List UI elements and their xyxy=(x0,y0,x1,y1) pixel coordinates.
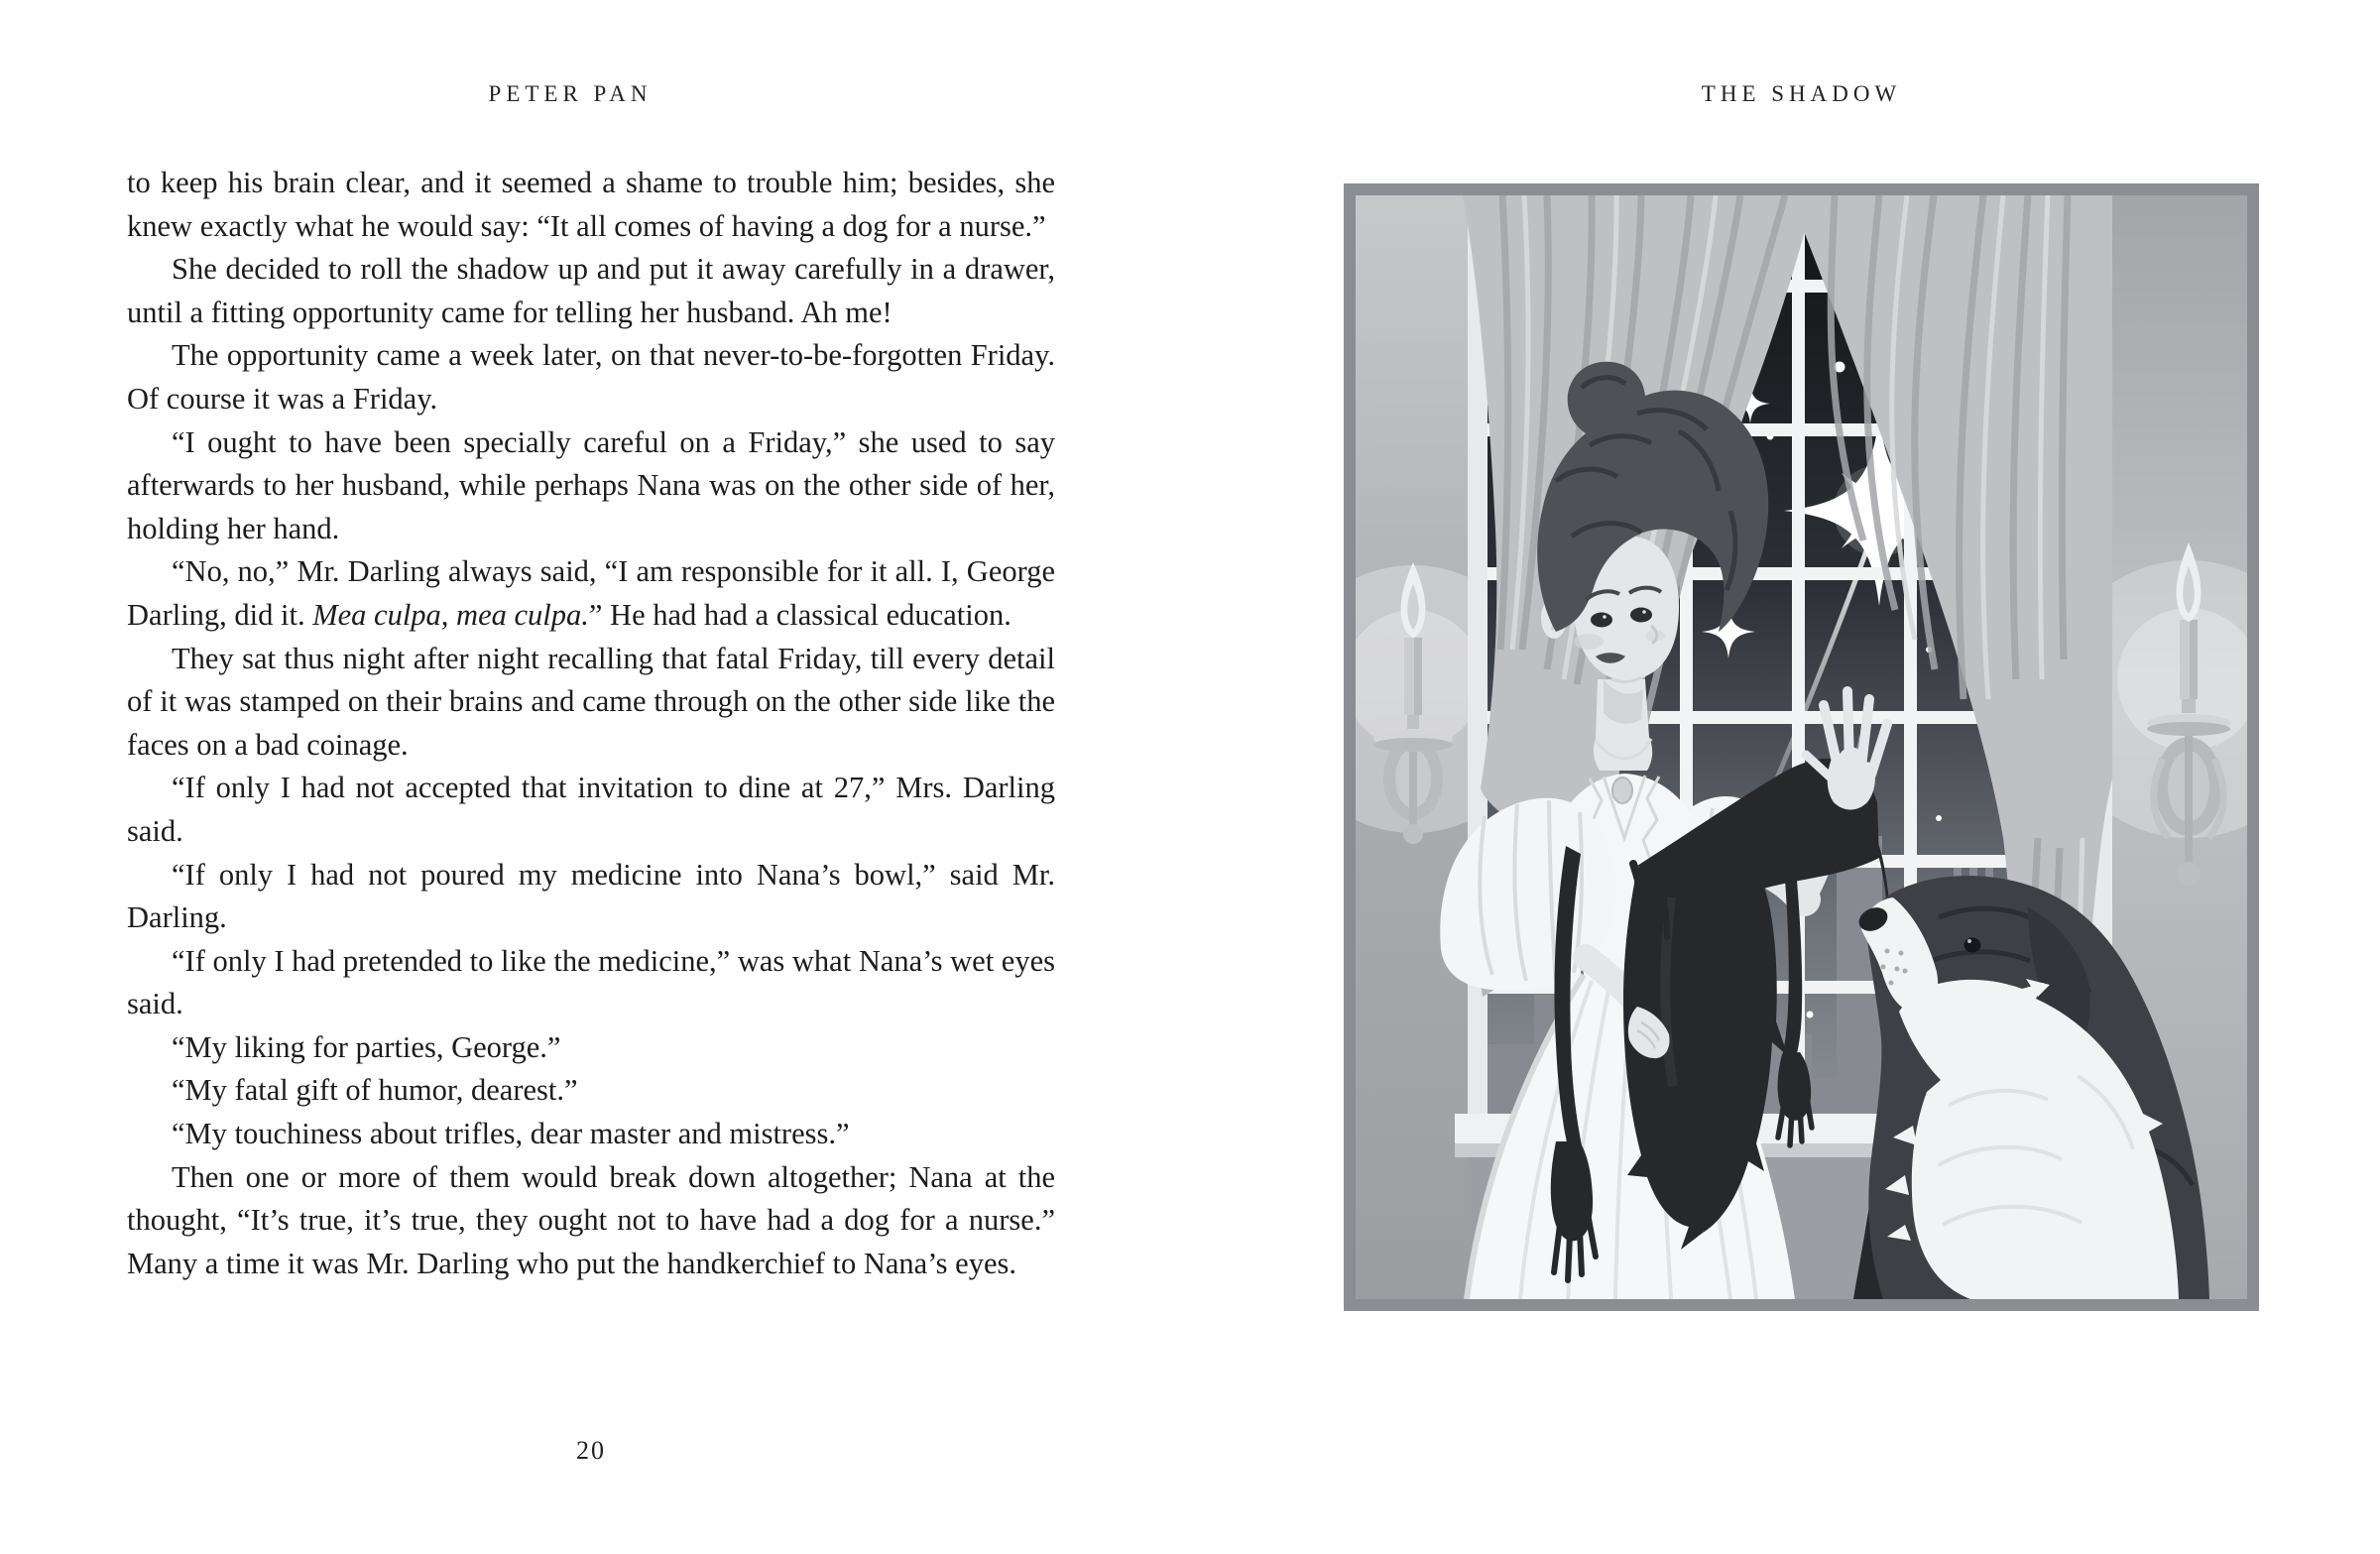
paragraph: “If only I had not accepted that invitation to dine at 27,” Mrs. Darling said. xyxy=(127,771,1055,848)
paragraph: “If only I had pretended to like the medicine,” was what Nana’s wet eyes said. xyxy=(127,943,1055,1021)
paragraph: to keep his brain clear, and it seemed a shame to trouble him; besides, she knew exactly what he would say: “It all comes of having a dog for a nurse.” xyxy=(127,166,1055,243)
paragraph: The opportunity came a week later, on that never-to-be-forgotten Friday. Of course it was a Friday. xyxy=(127,338,1055,416)
body-text xyxy=(127,162,1055,1285)
paragraph: “My liking for parties, George.” xyxy=(172,1029,561,1064)
illustration xyxy=(1344,183,2259,1311)
running-header-right: THE SHADOW xyxy=(1701,81,1902,106)
paragraph: “I ought to have been specially careful on a Friday,” she used to say afterwards to her husband, while perhaps Nana was on the other side of her, holding her hand. xyxy=(127,424,1055,545)
paragraph: They sat thus night after night recalling that fatal Friday, till every detail of it was stamped on their brains and came through on the other side like the faces on a bad coinage. xyxy=(127,641,1055,762)
page-number: 20 xyxy=(576,1436,606,1465)
paragraph: “My fatal gift of humor, dearest.” xyxy=(172,1073,578,1108)
illustration-svg xyxy=(1344,183,2259,1311)
paragraph: “My touchiness about trifles, dear master and mistress.” xyxy=(172,1117,850,1151)
paragraph: She decided to roll the shadow up and put it away carefully in a drawer, until a fitting opportunity came for telling her husband. Ah me! xyxy=(127,252,1055,329)
dog-eye xyxy=(1964,938,1981,953)
paragraph: “No, no,” Mr. Darling always said, “I am responsible for it all. I, George Darling, did it. Mea culpa, mea culpa.” He had had a classical education. xyxy=(127,554,1055,632)
paragraph: “If only I had not poured my medicine into Nana’s bowl,” said Mr. Darling. xyxy=(127,857,1055,935)
running-header-left: PETER PAN xyxy=(488,81,653,106)
paragraph: Then one or more of them would break down altogether; Nana at the thought, “It’s true, it’s true, they ought not to have had a dog for a nurse.” Many a time it was Mr. Darling who put the handkerchief to Nana’s eyes. xyxy=(127,1159,1055,1280)
